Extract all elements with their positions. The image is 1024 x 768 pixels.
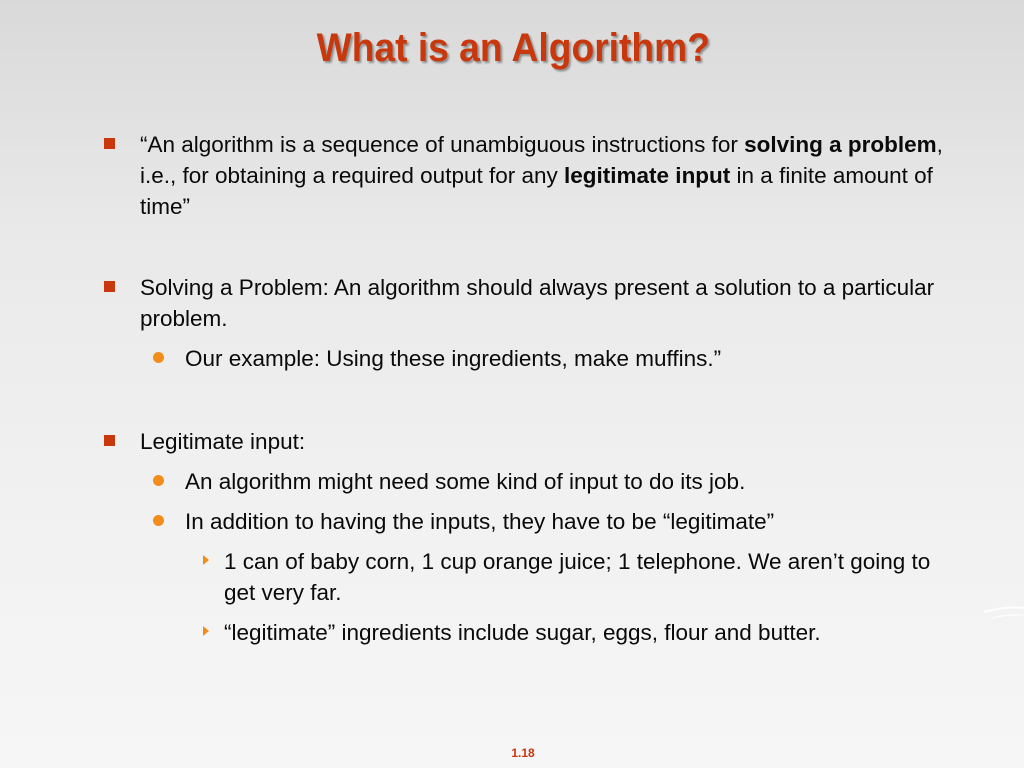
definition-text-3: in a finite amount of time”	[140, 163, 933, 219]
muffins-example-text: Our example: Using these ingredients, make muffins.”	[185, 346, 722, 371]
page-number: 1.18	[511, 746, 535, 760]
triangle-bullet-icon	[203, 626, 209, 636]
sub-sub-bullet-good-ingredients	[100, 617, 950, 648]
legitimate-input-text: Legitimate input:	[140, 429, 306, 454]
must-be-legitimate-text: In addition to having the inputs, they have to be “legitimate”	[185, 509, 775, 534]
definition-text-2: , i.e., for obtaining a required output for any	[140, 132, 943, 188]
slide-title: What is an Algorithm?	[316, 26, 710, 70]
circle-bullet-icon	[153, 352, 164, 363]
bullet-algorithm-definition	[100, 129, 950, 222]
solving-problem-text: Solving a Problem: An algorithm should always present a solution to a particular problem.	[140, 275, 935, 331]
bullet-solving-problem	[100, 272, 950, 334]
bad-ingredients-text: 1 can of baby corn, 1 cup orange juice; 1 telephone. We aren’t going to get very far.	[224, 549, 931, 605]
square-bullet-icon	[104, 435, 115, 446]
sub-bullet-must-be-legitimate	[100, 506, 950, 537]
good-ingredients-text: “legitimate” ingredients include sugar, eggs, flour and butter.	[224, 620, 821, 645]
decorative-swoosh-icon	[984, 600, 1024, 630]
bullet-legitimate-input	[100, 426, 950, 457]
circle-bullet-icon	[153, 475, 164, 486]
sub-sub-bullet-bad-ingredients	[100, 546, 950, 608]
input-needed-text: An algorithm might need some kind of input to do its job.	[185, 469, 746, 494]
definition-text-1: “An algorithm is a sequence of unambiguous instructions for	[140, 132, 745, 157]
definition-bold-solving-problem: solving a problem	[744, 132, 937, 157]
triangle-bullet-icon	[203, 555, 209, 565]
sub-bullet-muffins-example	[100, 343, 950, 374]
square-bullet-icon	[104, 138, 115, 149]
definition-bold-legitimate-input: legitimate input	[564, 163, 731, 188]
square-bullet-icon	[104, 281, 115, 292]
slide-content	[100, 129, 950, 648]
sub-bullet-input-needed	[100, 466, 950, 497]
circle-bullet-icon	[153, 515, 164, 526]
